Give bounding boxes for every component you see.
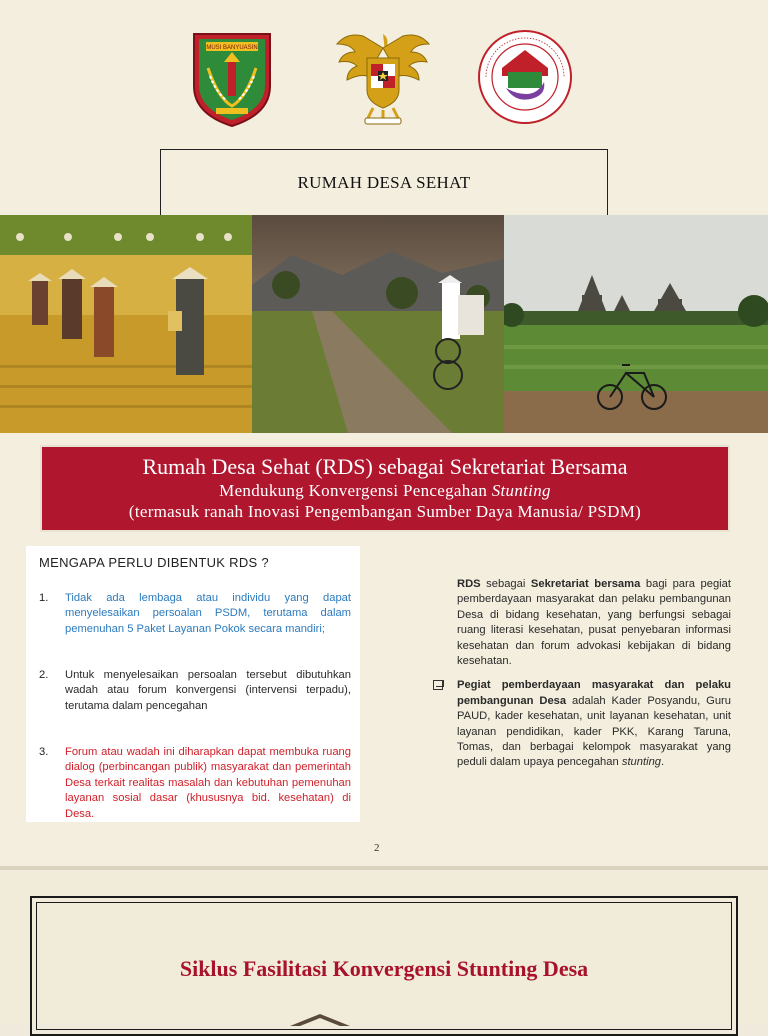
banner-subtitle: [42, 480, 728, 501]
list-item-text: Untuk menyelesaikan persoalan tersebut dibutuhkan wadah atau forum konvergensi (intervensi terpadu), terutama dalam pencegahan: [65, 669, 351, 712]
why-rds-heading: MENGAPA PERLU DIBENTUK RDS ?: [39, 555, 269, 570]
rds-definition-paragraph: [457, 577, 731, 669]
headline-banner: [40, 445, 730, 532]
list-item-number: 2.: [39, 669, 49, 681]
activists-end: .: [661, 756, 665, 769]
photo-strip: [0, 215, 768, 433]
banner-subtitle-text: Mendukung Konvergensi Pencegahan: [219, 481, 492, 500]
activists-term: Pegiat pemberdayaan masyarakat dan pelaku pembangunan Desa: [457, 679, 731, 707]
list-item: [39, 591, 351, 637]
rds-text: bagi para pegiat pemberdayaan masyarakat dan pelaku pembangunan Desa di bidang kesehatan, yang berfungsi sebagai ruang literasi kesehatan, pusat penyebaran informasi kesehatan dan forum advokasi kebijakan di bidang kesehatan.: [457, 578, 731, 668]
rds-text: sebagai: [480, 578, 531, 590]
banner-title: Rumah Desa Sehat (RDS) sebagai Sekretariat Bersama: [142, 454, 628, 479]
page-number: 2: [374, 842, 380, 854]
rice-farmers-photo: [0, 215, 252, 433]
list-item-text: Tidak ada lembaga atau individu yang dapat menyelesaikan persoalan PSDM, terutama dalam pemenuhan 5 Paket Layanan Pokok secara mandiri;: [65, 592, 351, 635]
activists-paragraph: [433, 678, 731, 770]
svg-text:MUSI BANYUASIN: MUSI BANYUASIN: [206, 45, 258, 51]
checkbox-bullet-icon: [433, 680, 443, 690]
secretariat-term: Sekretariat bersama: [530, 578, 641, 590]
regency-emblem-logo: [188, 28, 276, 128]
list-item: [39, 668, 351, 714]
rds-term: RDS: [457, 578, 481, 590]
stunting-term: stunting: [621, 756, 662, 769]
list-item-number: 3.: [39, 746, 49, 758]
next-slide-title: Siklus Fasilitasi Konvergensi Stunting Desa: [179, 956, 589, 981]
why-rds-panel: [26, 546, 360, 822]
decorative-shape: [290, 1014, 350, 1026]
banner-subtitle-italic: Stunting: [491, 481, 551, 500]
garuda-pancasila-emblem: [333, 28, 433, 128]
list-item-number: 1.: [39, 592, 49, 604]
activists-text: adalah Kader Posyandu, Guru PAUD, kader kesehatan, unit layanan kesehatan, unit layanan pendidikan, kader PKK, Karang Taruna, Tomas, dan berbagai kelompok masyarakat yang peduli dalam upaya pencegahan: [457, 694, 731, 769]
list-item-text: Forum atau wadah ini diharapkan dapat membuka ruang dialog (perbincangan publik) masyarakat dan pemerintah Desa terkait realitas masalah dan kebutuhan pemenuhan layanan sosial dasar (khususnya bid. kesehatan) di Desa.: [65, 746, 351, 820]
page-title: RUMAH DESA SEHAT: [160, 149, 608, 215]
banner-note: (termasuk ranah Inovasi Pengembangan Sumber Daya Manusia/ PSDM): [128, 502, 642, 521]
rds-description: [433, 577, 731, 771]
field-bicycle-temples-photo: [504, 215, 768, 433]
village-road-cyclist-photo: [252, 215, 504, 433]
list-item: [39, 745, 351, 822]
ministry-village-emblem: [476, 28, 574, 126]
